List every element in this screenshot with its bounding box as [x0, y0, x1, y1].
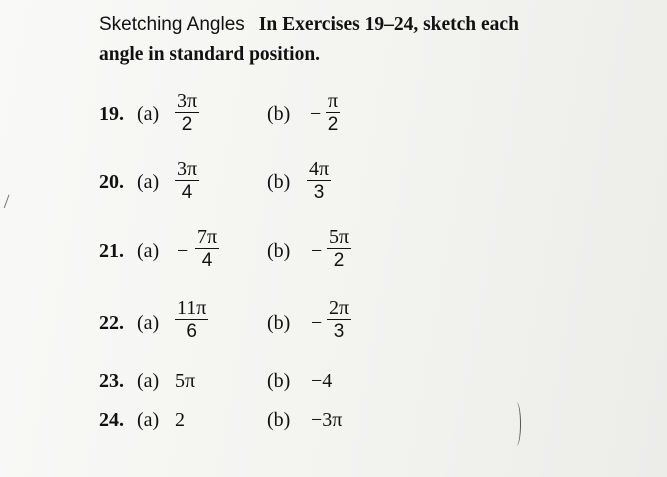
part-b-fraction — [307, 158, 331, 205]
denominator: 2 — [333, 250, 345, 272]
part-b-fraction — [326, 90, 340, 137]
part-a-fraction — [175, 297, 208, 344]
part-b-value: −3π — [311, 409, 343, 431]
exercise-number: 21. — [99, 240, 124, 262]
part-b-value: −4 — [311, 370, 333, 392]
numerator: 2π — [329, 297, 350, 319]
denominator: 3 — [313, 182, 325, 204]
part-b-label: (b) — [267, 370, 291, 392]
part-a-label: (a) — [137, 409, 160, 431]
exercise-number: 23. — [99, 370, 124, 392]
part-b-label: (b) — [267, 409, 291, 431]
exercise-number: 22. — [99, 312, 124, 334]
denominator: 2 — [327, 114, 339, 136]
numerator: 7π — [197, 226, 218, 248]
pen-mark — [512, 402, 521, 446]
part-a-value: 5π — [175, 370, 196, 392]
denominator: 3 — [333, 321, 345, 343]
denominator: 4 — [201, 250, 213, 272]
part-a-value: 2 — [175, 409, 185, 431]
part-a-label: (a) — [137, 312, 160, 334]
instruction-line-2: angle in standard position. — [99, 44, 321, 65]
margin-tick-mark — [4, 195, 13, 210]
exercise-number: 19. — [99, 103, 124, 125]
part-a-label: (a) — [137, 240, 160, 262]
numerator: 3π — [177, 158, 198, 180]
part-b-sign: − — [311, 312, 323, 334]
denominator: 2 — [181, 114, 193, 136]
part-b-label: (b) — [267, 240, 291, 262]
numerator: π — [328, 90, 339, 112]
numerator: 5π — [329, 226, 350, 248]
denominator: 4 — [181, 182, 193, 204]
part-a-label: (a) — [137, 370, 160, 392]
part-a-fraction — [175, 158, 199, 205]
part-a-sign: − — [177, 240, 189, 262]
exercise-number: 24. — [99, 409, 124, 431]
section-title: Sketching Angles — [99, 14, 245, 35]
exercise-number: 20. — [99, 171, 124, 193]
part-b-fraction — [327, 297, 351, 344]
exercise-header — [99, 10, 664, 70]
part-b-sign: − — [311, 240, 323, 262]
part-b-fraction — [327, 226, 351, 273]
denominator: 6 — [186, 321, 197, 343]
part-a-label: (a) — [137, 171, 160, 193]
part-a-fraction — [195, 226, 219, 273]
instruction-line-1: In Exercises 19–24, sketch each — [258, 14, 519, 35]
part-b-label: (b) — [267, 103, 291, 125]
part-b-label: (b) — [267, 171, 291, 193]
part-b-label: (b) — [267, 312, 291, 334]
numerator: 11π — [177, 297, 207, 319]
numerator: 4π — [309, 158, 330, 180]
part-b-sign: − — [310, 103, 322, 125]
part-a-label: (a) — [137, 103, 160, 125]
part-a-fraction — [175, 90, 199, 137]
numerator: 3π — [177, 90, 198, 112]
